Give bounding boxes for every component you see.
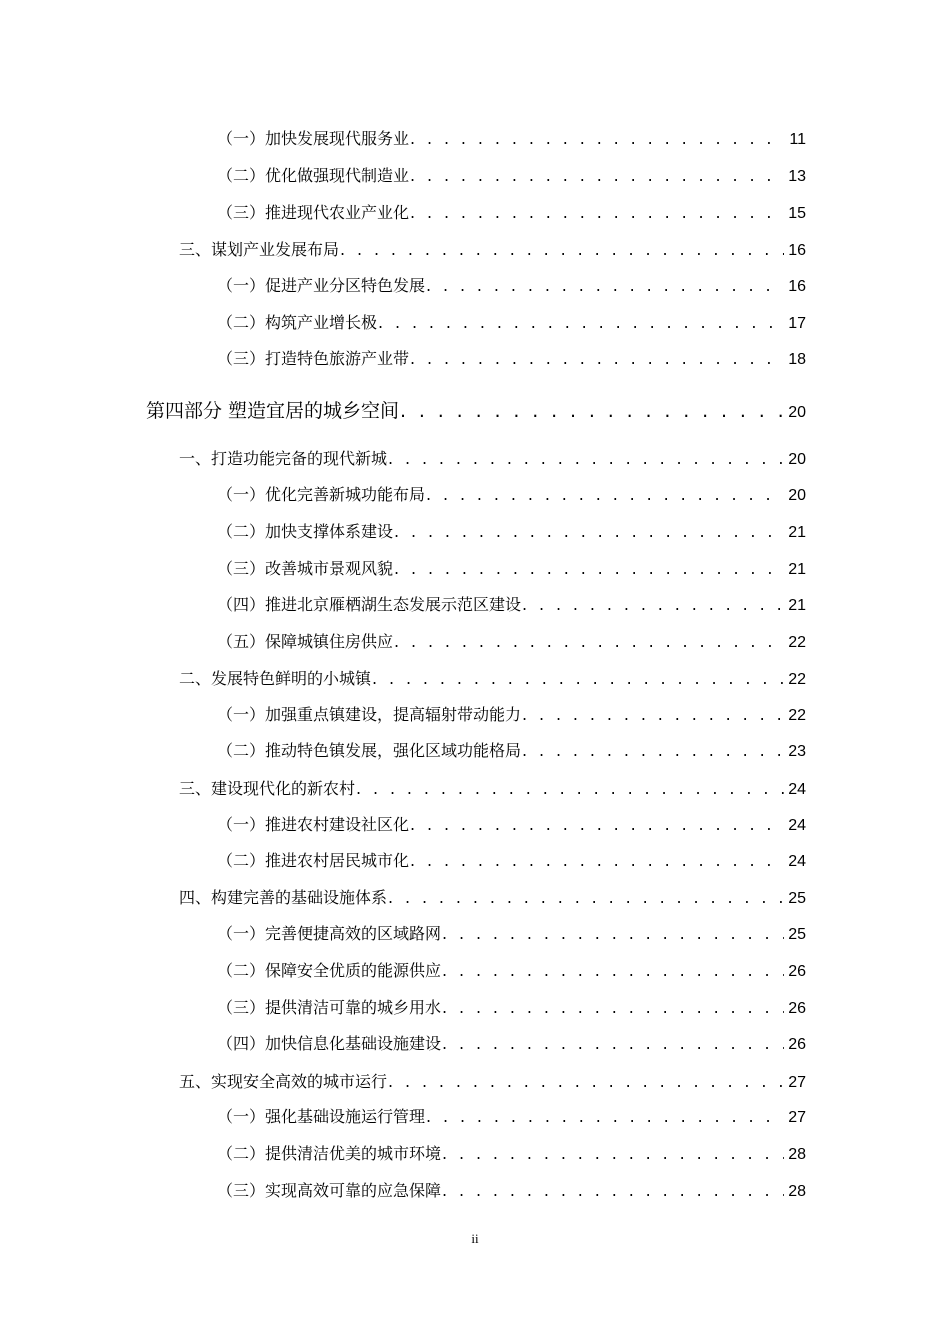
toc-entry-title: （一）加快发展现代服务业 [217,129,410,148]
toc-entry-title: （三）推进现代农业产业化 [217,203,410,222]
toc-entry-page: 26 [788,1036,806,1053]
toc-entry-title: 一、打造功能完备的现代新城 [179,449,388,468]
toc-entry-page: 22 [788,671,806,688]
toc-entry-page: 24 [788,817,806,834]
toc-entry[interactable] [217,629,806,652]
toc-entry[interactable] [217,702,806,725]
dot-leader [410,166,784,185]
toc-entry-page: 13 [788,168,806,185]
toc-entry-page: 22 [788,634,806,651]
toc-entry-page: 17 [788,315,806,332]
toc-entry-title: （一）加强重点镇建设，提高辐射带动能力 [217,705,522,724]
dot-leader [442,1034,784,1053]
toc-entry[interactable] [217,921,806,944]
toc-entry-page: 26 [788,1000,806,1017]
page-number: ii [471,1231,479,1246]
toc-entry-title: （五）保障城镇住房供应 [217,632,394,651]
toc-entry[interactable] [217,1178,806,1201]
toc-entry-title: （二）推进农村居民城市化 [217,851,410,870]
toc-entry[interactable] [217,1031,806,1054]
toc-entry-title: （一）优化完善新城功能布局 [217,485,426,504]
toc-entry[interactable] [217,995,806,1018]
toc-entry-title: （三）实现高效可靠的应急保障 [217,1181,442,1200]
toc-entry-page: 28 [788,1146,806,1163]
toc-entry-page: 25 [788,926,806,943]
dot-leader [388,888,784,907]
toc-entry[interactable] [179,1069,806,1092]
dot-leader [442,998,784,1017]
toc-entry[interactable] [217,1141,806,1164]
toc-entry-page: 21 [788,597,806,614]
toc-entry[interactable] [217,163,806,186]
dot-leader [388,449,784,468]
dot-leader [442,961,784,980]
toc-entry-title: 五、实现安全高效的城市运行 [179,1072,388,1091]
dot-leader [388,1072,784,1091]
toc-entry-title: （二）推动特色镇发展，强化区域功能格局 [217,741,522,760]
toc-entry-page: 16 [788,278,806,295]
toc-entry-title: （四）推进北京雁栖湖生态发展示范区建设 [217,595,522,614]
toc-entry[interactable] [146,396,806,423]
toc-entry-title: 三、建设现代化的新农村 [179,779,356,798]
toc-entry-title: 四、构建完善的基础设施体系 [179,888,388,907]
dot-leader [522,595,784,614]
toc-entry-title: （二）构筑产业增长极 [217,313,378,332]
dot-leader [410,815,784,834]
dot-leader [442,1181,784,1200]
dot-leader [394,522,784,541]
toc-entry[interactable] [217,848,806,871]
dot-leader [522,741,784,760]
dot-leader [442,924,784,943]
toc-entry-title: （三）改善城市景观风貌 [217,559,394,578]
dot-leader [394,632,784,651]
toc-entry[interactable] [217,1104,806,1127]
toc-entry-title: （二）优化做强现代制造业 [217,166,410,185]
dot-leader [400,400,784,422]
toc-entry-page: 15 [788,205,806,222]
toc-entry[interactable] [217,592,806,615]
toc-entry-page: 26 [788,963,806,980]
toc-entry[interactable] [179,776,806,799]
toc-entry-title: （三）打造特色旅游产业带 [217,349,410,368]
toc-entry[interactable] [217,200,806,223]
toc-entry[interactable] [217,519,806,542]
toc-entry[interactable] [217,346,806,369]
toc-entry[interactable] [217,958,806,981]
toc-entry[interactable] [217,556,806,579]
toc-entry-page: 24 [788,781,806,798]
toc-entry-page: 20 [788,404,806,421]
toc-entry[interactable] [179,446,806,469]
toc-entry-title: （一）促进产业分区特色发展 [217,276,426,295]
toc-entry-title: （一）完善便捷高效的区域路网 [217,924,442,943]
toc-entry-title: （二）加快支撑体系建设 [217,522,394,541]
toc-entry-title: （一）推进农村建设社区化 [217,815,410,834]
toc-entry[interactable] [217,482,806,505]
toc-entry[interactable] [179,885,806,908]
toc-entry-page: 16 [788,242,806,259]
toc-entry-page: 27 [788,1074,806,1091]
toc-entry-page: 27 [788,1109,806,1126]
toc-entry-page: 23 [788,743,806,760]
toc-entry[interactable] [217,310,806,333]
toc-entry-page: 18 [788,351,806,368]
toc-entry-title: 二、发展特色鲜明的小城镇 [179,669,372,688]
toc-entry[interactable] [217,273,806,296]
dot-leader [522,705,784,724]
dot-leader [410,851,784,870]
toc-entry-page: 20 [788,487,806,504]
toc-entry[interactable] [217,738,806,761]
dot-leader [410,203,784,222]
dot-leader [356,779,784,798]
toc-entry-page: 22 [788,707,806,724]
toc-entry-title: （三）提供清洁可靠的城乡用水 [217,998,442,1017]
toc-entry-page: 11 [789,131,806,148]
toc-entry-title: （一）强化基础设施运行管理 [217,1107,426,1126]
dot-leader [340,240,784,259]
toc-entry-page: 21 [788,524,806,541]
toc-entry-title: 第四部分 塑造宜居的城乡空间 [146,400,400,422]
dot-leader [426,276,784,295]
toc-entry-title: 三、谋划产业发展布局 [179,240,340,259]
toc-entry-page: 21 [788,561,806,578]
dot-leader [394,559,784,578]
toc-entry-page: 24 [788,853,806,870]
dot-leader [426,1107,784,1126]
toc-entry[interactable] [179,237,806,260]
dot-leader [442,1144,784,1163]
toc-entry[interactable] [179,666,806,689]
toc-entry-page: 28 [788,1183,806,1200]
toc-entry-title: （四）加快信息化基础设施建设 [217,1034,442,1053]
dot-leader [410,349,784,368]
toc-entry-page: 20 [788,451,806,468]
toc-entry-page: 25 [788,890,806,907]
dot-leader [378,313,784,332]
dot-leader [410,129,785,148]
toc-entry-title: （二）提供清洁优美的城市环境 [217,1144,442,1163]
toc-entry[interactable] [217,812,806,835]
dot-leader [426,485,784,504]
dot-leader [372,669,784,688]
toc-entry[interactable] [217,126,806,149]
toc-entry-title: （二）保障安全优质的能源供应 [217,961,442,980]
